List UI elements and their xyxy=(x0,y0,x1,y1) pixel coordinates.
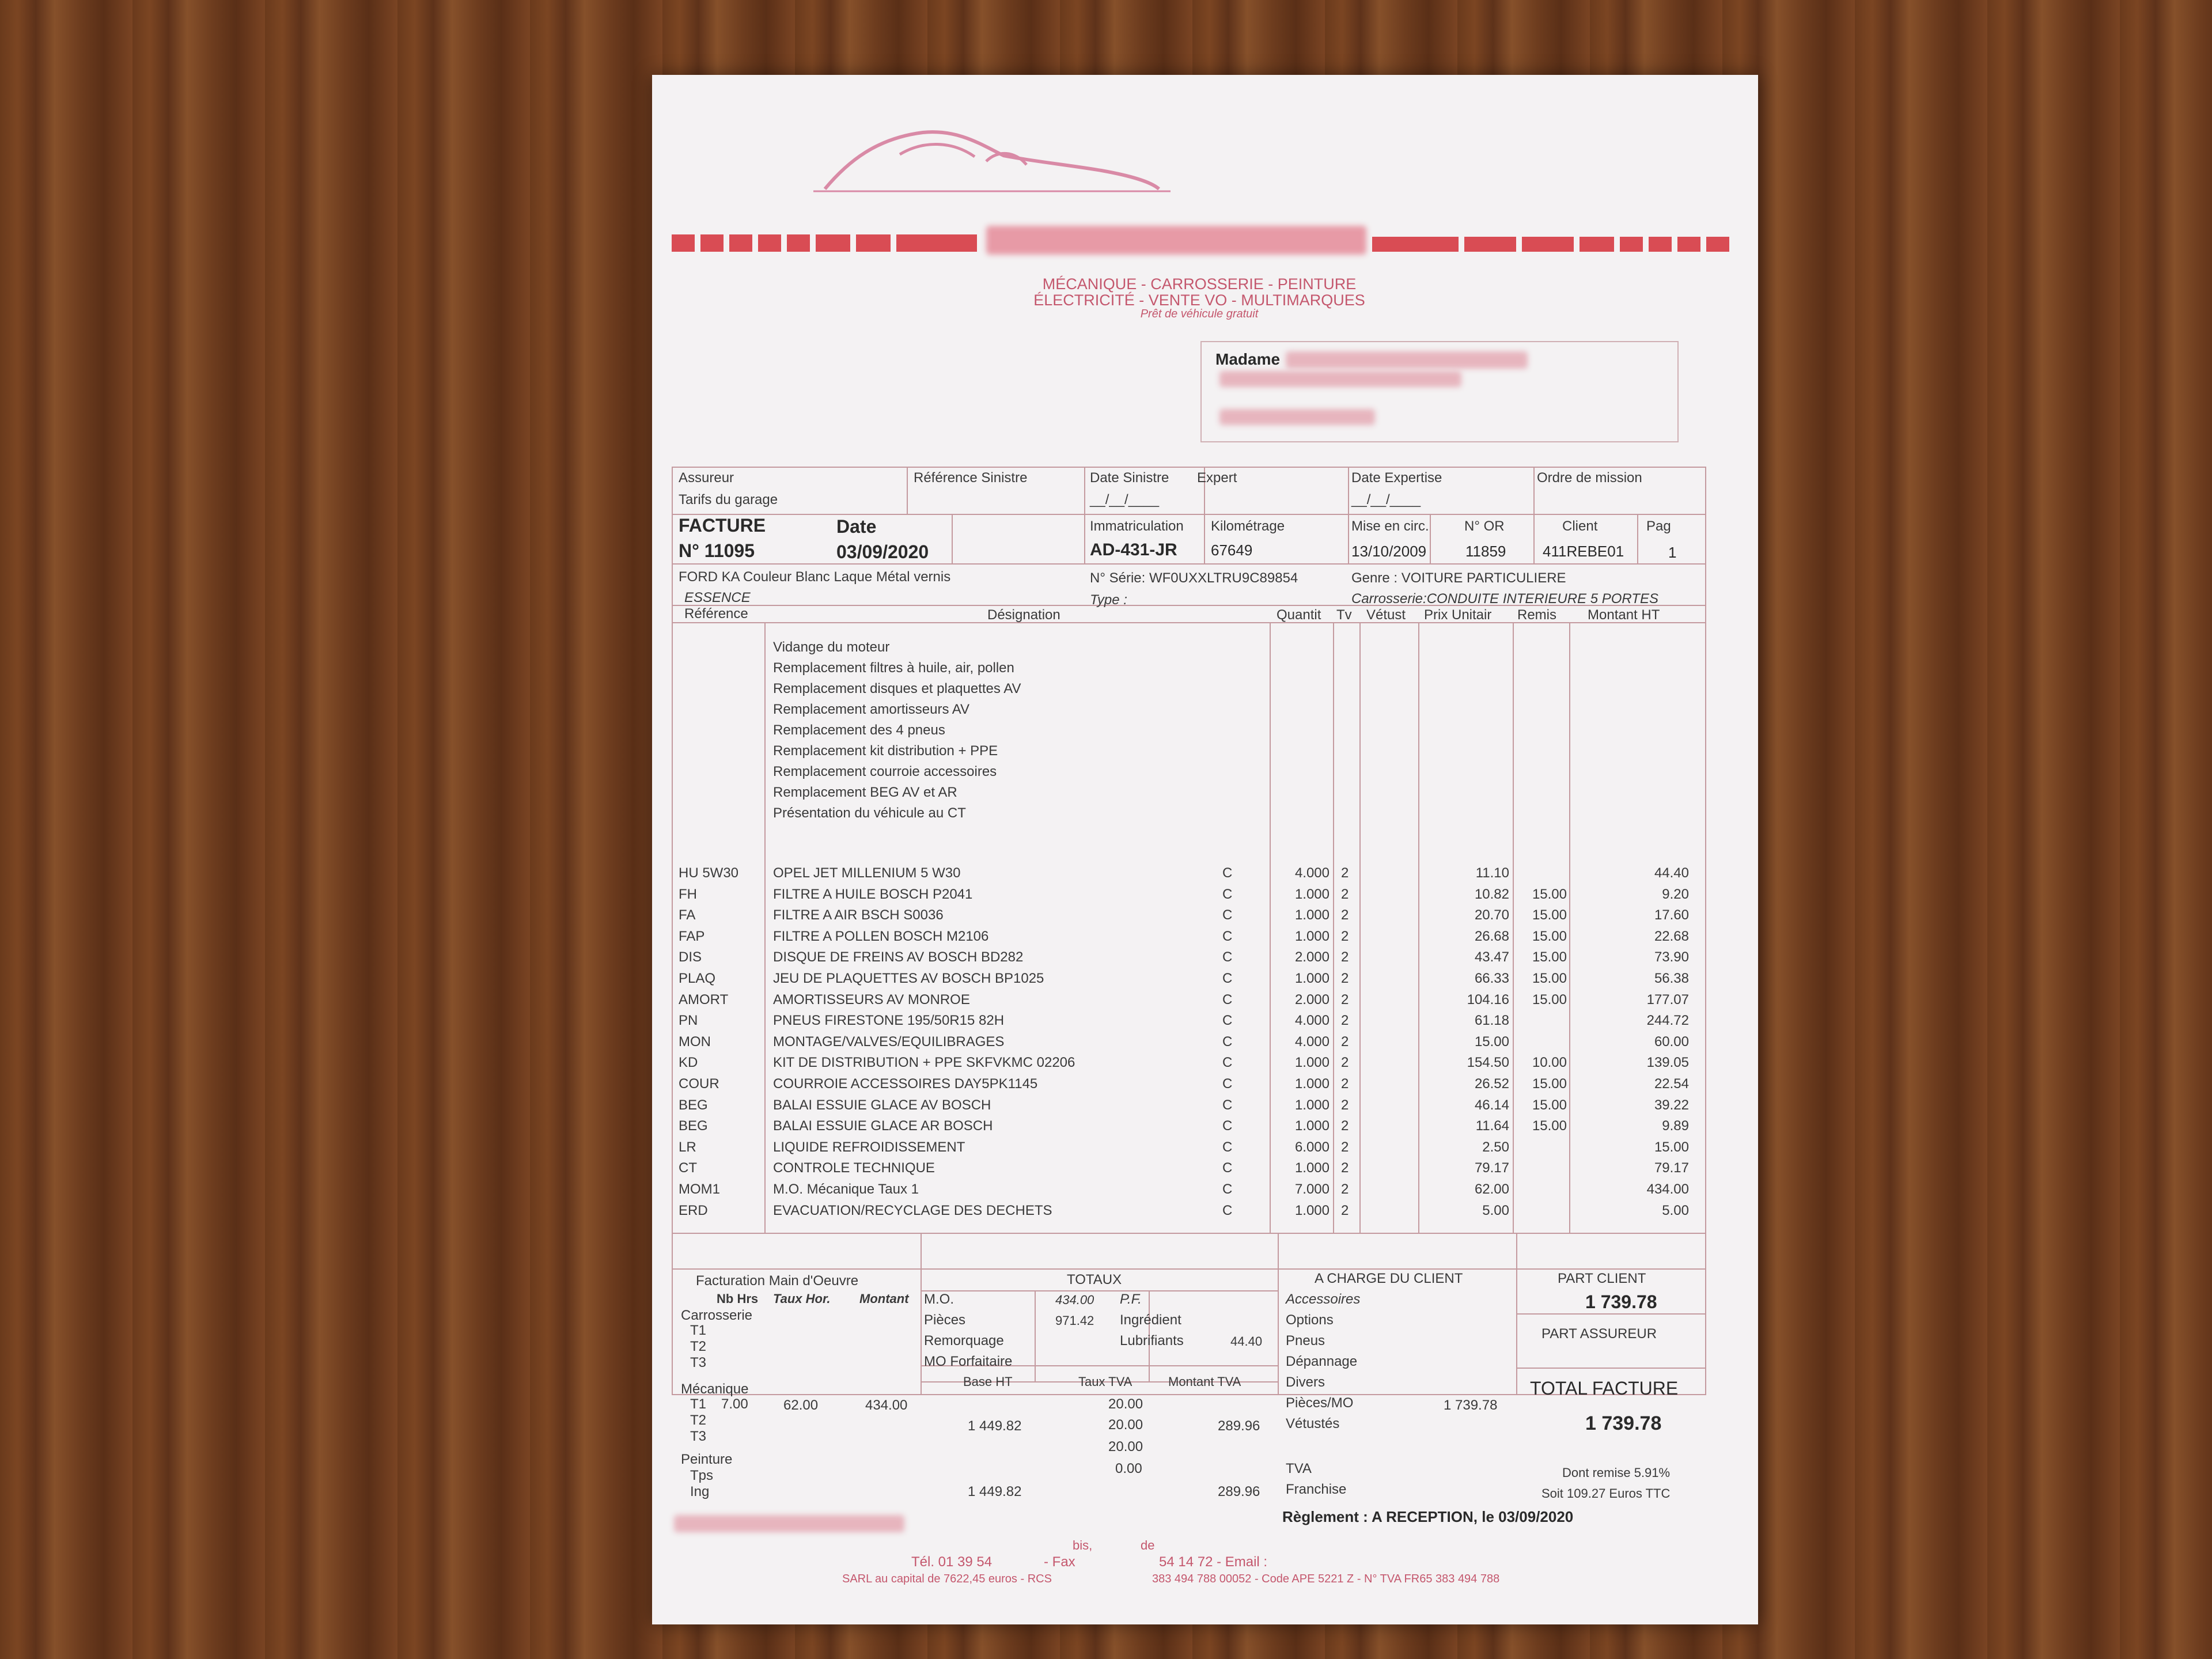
km-value: 67649 xyxy=(1211,541,1253,559)
or-value: 11859 xyxy=(1465,543,1506,560)
footer-bis: bis, xyxy=(1073,1538,1093,1552)
col-tv: Tv xyxy=(1336,607,1352,623)
item-remise: 10.00 xyxy=(1532,1055,1567,1071)
mo-mec-t3: T3 xyxy=(690,1429,707,1444)
client-charge-accessoires: Accessoires xyxy=(1286,1291,1361,1307)
item-tv: 2 xyxy=(1341,1013,1349,1029)
item-tv: 2 xyxy=(1341,1139,1349,1155)
date-sinistre-value: __/__/____ xyxy=(1090,492,1160,507)
item-code: C xyxy=(1222,1013,1233,1029)
item-code: C xyxy=(1222,928,1233,944)
item-montant-ht: 9.20 xyxy=(1662,886,1689,902)
item-remise: 15.00 xyxy=(1532,971,1567,986)
item-ref: DIS xyxy=(679,949,702,965)
item-code: C xyxy=(1222,1202,1233,1218)
client-charge-franchise: Franchise xyxy=(1286,1482,1347,1497)
ref-sinistre-label: Référence Sinistre xyxy=(914,470,1028,486)
date-value: 03/09/2020 xyxy=(836,541,929,562)
item-code: C xyxy=(1222,1139,1233,1155)
item-unit-price: 2.50 xyxy=(1482,1139,1509,1155)
item-code: C xyxy=(1222,1033,1233,1050)
item-tv: 2 xyxy=(1341,1033,1349,1050)
item-code: C xyxy=(1222,1160,1233,1176)
date-expertise-value: __/__/____ xyxy=(1351,492,1421,507)
item-designation: M.O. Mécanique Taux 1 xyxy=(773,1181,919,1197)
work-line: Remplacement disques et plaquettes AV xyxy=(773,681,1021,696)
footer-sarl-2: 383 494 788 00052 - Code APE 5221 Z - N° TVA FR65 383 494 788 xyxy=(1152,1573,1500,1585)
work-line: Remplacement des 4 pneus xyxy=(773,722,945,738)
footer-de: de xyxy=(1141,1538,1155,1552)
item-montant-ht: 60.00 xyxy=(1654,1033,1689,1050)
total-facture-label: TOTAL FACTURE xyxy=(1530,1378,1679,1399)
mise-value: 13/10/2009 xyxy=(1351,543,1427,560)
client-charge-depannage: Dépannage xyxy=(1286,1354,1358,1369)
item-remise: 15.00 xyxy=(1532,886,1567,902)
mo-carr-t2: T2 xyxy=(690,1339,707,1354)
taux-tva-1: 20.00 xyxy=(1108,1396,1143,1412)
client-charge-title: A CHARGE DU CLIENT xyxy=(1315,1271,1463,1286)
item-unit-price: 154.50 xyxy=(1467,1055,1509,1071)
item-montant-ht: 177.07 xyxy=(1646,991,1689,1007)
item-designation: BALAI ESSUIE GLACE AV BOSCH xyxy=(773,1097,991,1113)
base-ht-label: Base HT xyxy=(963,1374,1013,1389)
item-montant-ht: 22.54 xyxy=(1654,1076,1689,1092)
montant-tva-label: Montant TVA xyxy=(1168,1374,1241,1389)
item-quantity: 7.000 xyxy=(1294,1181,1330,1197)
work-line: Remplacement courroie accessoires xyxy=(773,764,997,779)
totaux-title: TOTAUX xyxy=(1067,1272,1122,1287)
item-ref: COUR xyxy=(679,1076,719,1092)
item-tv: 2 xyxy=(1341,1160,1349,1176)
item-code: C xyxy=(1222,1055,1233,1071)
client-charge-divers: Divers xyxy=(1286,1374,1325,1390)
item-code: C xyxy=(1222,886,1233,902)
item-quantity: 1.000 xyxy=(1294,1202,1330,1218)
item-ref: MON xyxy=(679,1033,711,1050)
item-quantity: 2.000 xyxy=(1294,991,1330,1007)
work-line: Présentation du véhicule au CT xyxy=(773,805,966,821)
mo-tps: Tps xyxy=(690,1468,714,1483)
item-ref: BEG xyxy=(679,1097,708,1113)
mo-mec-t1-montant: 434.00 xyxy=(865,1397,908,1413)
invoice-paper xyxy=(652,75,1758,1624)
pag-value: 1 xyxy=(1668,544,1677,561)
item-montant-ht: 244.72 xyxy=(1646,1013,1689,1029)
services-line-3: Prêt de véhicule gratuit xyxy=(1140,308,1259,320)
mise-label: Mise en circ. xyxy=(1351,518,1429,534)
vehicle-description: FORD KA Couleur Blanc Laque Métal vernis xyxy=(679,569,951,585)
remise-info: Dont remise 5.91% xyxy=(1562,1465,1671,1480)
item-designation: FILTRE A AIR BSCH S0036 xyxy=(773,907,944,923)
item-remise: 15.00 xyxy=(1532,1076,1567,1092)
item-quantity: 1.000 xyxy=(1294,1076,1330,1092)
date-expertise-label: Date Expertise xyxy=(1351,470,1442,486)
item-quantity: 1.000 xyxy=(1294,971,1330,986)
item-unit-price: 15.00 xyxy=(1474,1033,1509,1050)
col-remise: Remis xyxy=(1517,607,1557,623)
item-tv: 2 xyxy=(1341,949,1349,965)
item-code: C xyxy=(1222,1076,1233,1092)
mo-montant: Montant xyxy=(859,1291,909,1306)
col-prix-unitaire: Prix Unitair xyxy=(1424,607,1492,623)
item-remise: 15.00 xyxy=(1532,991,1567,1007)
item-designation: CONTROLE TECHNIQUE xyxy=(773,1160,935,1176)
item-quantity: 1.000 xyxy=(1294,1160,1330,1176)
or-label: N° OR xyxy=(1464,518,1505,534)
mo-carr-t1: T1 xyxy=(690,1323,707,1338)
item-code: C xyxy=(1222,865,1233,881)
totaux-mo-value: 434.00 xyxy=(1055,1293,1094,1307)
type-label: Type : xyxy=(1090,592,1127,608)
genre-value: Genre : VOITURE PARTICULIERE xyxy=(1351,570,1566,586)
footer-sarl: SARL au capital de 7622,45 euros - RCS xyxy=(842,1573,1052,1585)
work-line: Vidange du moteur xyxy=(773,639,890,655)
totaux-ingredient-label: Ingrédient xyxy=(1120,1312,1181,1328)
item-code: C xyxy=(1222,1118,1233,1134)
carrosserie-value: Carrosserie:CONDUITE INTERIEURE 5 PORTES xyxy=(1351,591,1658,607)
item-quantity: 4.000 xyxy=(1294,1033,1330,1050)
item-quantity: 6.000 xyxy=(1294,1139,1330,1155)
item-montant-ht: 79.17 xyxy=(1654,1160,1689,1176)
item-tv: 2 xyxy=(1341,1055,1349,1071)
item-quantity: 1.000 xyxy=(1294,1055,1330,1071)
montant-tva-total: 289.96 xyxy=(1218,1484,1260,1499)
client-charge-tva: TVA xyxy=(1286,1461,1312,1476)
item-ref: KD xyxy=(679,1055,698,1071)
mo-mec-t1-taux: 62.00 xyxy=(783,1397,819,1413)
item-designation: BALAI ESSUIE GLACE AR BOSCH xyxy=(773,1118,993,1134)
item-unit-price: 66.33 xyxy=(1474,971,1509,986)
item-montant-ht: 17.60 xyxy=(1654,907,1689,923)
item-designation: DISQUE DE FREINS AV BOSCH BD282 xyxy=(773,949,1024,965)
item-montant-ht: 39.22 xyxy=(1654,1097,1689,1113)
item-unit-price: 43.47 xyxy=(1474,949,1509,965)
item-tv: 2 xyxy=(1341,1181,1349,1197)
tarifs-label: Tarifs du garage xyxy=(679,492,778,507)
item-quantity: 2.000 xyxy=(1294,949,1330,965)
mo-mecanique: Mécanique xyxy=(681,1381,749,1397)
item-ref: ERD xyxy=(679,1202,708,1218)
item-montant-ht: 73.90 xyxy=(1654,949,1689,965)
totaux-lubrifiants-label: Lubrifiants xyxy=(1120,1333,1184,1349)
services-line-1: MÉCANIQUE - CARROSSERIE - PEINTURE xyxy=(1042,275,1357,293)
item-unit-price: 79.17 xyxy=(1474,1160,1509,1176)
item-tv: 2 xyxy=(1341,1076,1349,1092)
part-client-value: 1 739.78 xyxy=(1585,1291,1657,1312)
item-designation: PNEUS FIRESTONE 195/50R15 82H xyxy=(773,1013,1005,1029)
totaux-mo-label: M.O. xyxy=(924,1291,954,1307)
base-ht-total: 1 449.82 xyxy=(968,1484,1022,1499)
client-label: Client xyxy=(1562,518,1598,534)
pag-label: Pag xyxy=(1646,518,1671,534)
item-ref: FA xyxy=(679,907,696,923)
montant-tva-value: 289.96 xyxy=(1218,1418,1260,1434)
item-quantity: 4.000 xyxy=(1294,865,1330,881)
soit-ttc: Soit 109.27 Euros TTC xyxy=(1541,1486,1671,1501)
work-line: Remplacement BEG AV et AR xyxy=(773,785,957,800)
client-charge-pneus: Pneus xyxy=(1286,1333,1325,1349)
footer-tel: Tél. 01 39 54 xyxy=(911,1554,993,1570)
date-sinistre-label: Date Sinistre xyxy=(1090,470,1169,486)
mo-mec-t1-hrs: 7.00 xyxy=(721,1396,748,1412)
item-quantity: 1.000 xyxy=(1294,886,1330,902)
client-charge-vetustes: Vétustés xyxy=(1286,1416,1340,1431)
col-quantite: Quantit xyxy=(1277,607,1321,623)
item-code: C xyxy=(1222,991,1233,1007)
item-montant-ht: 434.00 xyxy=(1646,1181,1689,1197)
base-ht-value: 1 449.82 xyxy=(968,1418,1022,1434)
services-line-2: ÉLECTRICITÉ - VENTE VO - MULTIMARQUES xyxy=(1033,291,1365,309)
item-montant-ht: 15.00 xyxy=(1654,1139,1689,1155)
item-quantity: 4.000 xyxy=(1294,1013,1330,1029)
item-montant-ht: 9.89 xyxy=(1662,1118,1689,1134)
item-tv: 2 xyxy=(1341,928,1349,944)
item-remise: 15.00 xyxy=(1532,907,1567,923)
item-designation: MONTAGE/VALVES/EQUILIBRAGES xyxy=(773,1033,1005,1050)
item-ref: CT xyxy=(679,1160,697,1176)
item-ref: HU 5W30 xyxy=(679,865,739,881)
mo-ing: Ing xyxy=(690,1484,710,1499)
client-value: 411REBE01 xyxy=(1543,543,1624,560)
item-tv: 2 xyxy=(1341,1118,1349,1134)
item-designation: LIQUIDE REFROIDISSEMENT xyxy=(773,1139,965,1155)
work-line: Remplacement kit distribution + PPE xyxy=(773,743,998,759)
client-charge-pieces-mo: Pièces/MO xyxy=(1286,1395,1354,1411)
item-code: C xyxy=(1222,1097,1233,1113)
date-label: Date xyxy=(836,516,877,537)
mo-peinture: Peinture xyxy=(681,1452,733,1467)
item-unit-price: 5.00 xyxy=(1482,1202,1509,1218)
reglement: Règlement : A RECEPTION, le 03/09/2020 xyxy=(1282,1508,1574,1525)
col-reference: Référence xyxy=(684,606,748,622)
item-tv: 2 xyxy=(1341,1202,1349,1218)
item-designation: EVACUATION/RECYCLAGE DES DECHETS xyxy=(773,1202,1052,1218)
km-label: Kilométrage xyxy=(1211,518,1285,534)
car-logo-icon xyxy=(813,121,1171,196)
item-designation: AMORTISSEURS AV MONROE xyxy=(773,991,970,1007)
totaux-pf-label: P.F. xyxy=(1120,1291,1142,1307)
item-ref: LR xyxy=(679,1139,696,1155)
item-tv: 2 xyxy=(1341,991,1349,1007)
totaux-pieces-value: 971.42 xyxy=(1055,1313,1094,1328)
immat-value: AD-431-JR xyxy=(1090,540,1177,559)
facture-number: N° 11095 xyxy=(679,540,755,561)
item-ref: PLAQ xyxy=(679,971,716,986)
col-vetust: Vétust xyxy=(1366,607,1406,623)
mo-taux-hor: Taux Hor. xyxy=(773,1291,831,1306)
expert-label: Expert xyxy=(1197,470,1237,486)
immat-label: Immatriculation xyxy=(1090,518,1184,534)
item-remise: 15.00 xyxy=(1532,949,1567,965)
item-code: C xyxy=(1222,1181,1233,1197)
work-line: Remplacement amortisseurs AV xyxy=(773,702,970,717)
item-remise: 15.00 xyxy=(1532,1097,1567,1113)
item-unit-price: 26.52 xyxy=(1474,1076,1509,1092)
taux-tva-3: 20.00 xyxy=(1108,1439,1143,1455)
client-charge-pieces-mo-value: 1 739.78 xyxy=(1444,1397,1498,1413)
totaux-mo-forfait-label: MO Forfaitaire xyxy=(924,1354,1013,1369)
item-tv: 2 xyxy=(1341,971,1349,986)
work-line: Remplacement filtres à huile, air, pollen xyxy=(773,660,1014,676)
item-unit-price: 20.70 xyxy=(1474,907,1509,923)
mo-nb-hrs: Nb Hrs xyxy=(717,1291,759,1306)
totaux-lubrifiants-value: 44.40 xyxy=(1230,1334,1263,1349)
ordre-mission-label: Ordre de mission xyxy=(1537,470,1642,486)
serie-number: N° Série: WF0UXXLTRU9C89854 xyxy=(1090,570,1298,586)
fuel-type: ESSENCE xyxy=(684,590,751,605)
item-montant-ht: 56.38 xyxy=(1654,971,1689,986)
item-remise: 15.00 xyxy=(1532,1118,1567,1134)
item-unit-price: 62.00 xyxy=(1474,1181,1509,1197)
item-tv: 2 xyxy=(1341,1097,1349,1113)
taux-tva-2: 20.00 xyxy=(1108,1417,1143,1433)
item-tv: 2 xyxy=(1341,865,1349,881)
item-ref: MOM1 xyxy=(679,1181,720,1197)
part-client-label: PART CLIENT xyxy=(1558,1271,1646,1286)
item-ref: PN xyxy=(679,1013,698,1029)
item-ref: BEG xyxy=(679,1118,708,1134)
item-montant-ht: 44.40 xyxy=(1654,865,1689,881)
assureur-label: Assureur xyxy=(679,470,734,486)
mo-title: Facturation Main d'Oeuvre xyxy=(696,1273,859,1289)
footer-fax-num: 54 14 72 - Email : xyxy=(1159,1554,1268,1570)
item-unit-price: 46.14 xyxy=(1474,1097,1509,1113)
item-quantity: 1.000 xyxy=(1294,928,1330,944)
item-quantity: 1.000 xyxy=(1294,907,1330,923)
taux-tva-4: 0.00 xyxy=(1115,1461,1142,1476)
totaux-pieces-label: Pièces xyxy=(924,1312,966,1328)
col-montant-ht: Montant HT xyxy=(1588,607,1660,623)
footer-fax: - Fax xyxy=(1044,1554,1075,1570)
client-charge-options: Options xyxy=(1286,1312,1334,1328)
item-code: C xyxy=(1222,907,1233,923)
item-unit-price: 104.16 xyxy=(1467,991,1509,1007)
item-unit-price: 11.10 xyxy=(1475,865,1509,881)
item-remise: 15.00 xyxy=(1532,928,1567,944)
item-montant-ht: 139.05 xyxy=(1646,1055,1689,1071)
mo-carr-t3: T3 xyxy=(690,1355,707,1370)
mo-mec-t2: T2 xyxy=(690,1412,707,1428)
item-quantity: 1.000 xyxy=(1294,1097,1330,1113)
col-designation: Désignation xyxy=(987,607,1060,623)
item-montant-ht: 5.00 xyxy=(1662,1202,1689,1218)
facture-label: FACTURE xyxy=(679,515,766,536)
item-tv: 2 xyxy=(1341,907,1349,923)
total-facture-value: 1 739.78 xyxy=(1585,1412,1662,1434)
item-ref: AMORT xyxy=(679,991,729,1007)
recipient-title: Madame xyxy=(1215,350,1281,368)
item-unit-price: 61.18 xyxy=(1474,1013,1509,1029)
mo-mec-t1: T1 xyxy=(690,1396,707,1412)
item-designation: JEU DE PLAQUETTES AV BOSCH BP1025 xyxy=(773,971,1044,986)
item-unit-price: 10.82 xyxy=(1474,886,1509,902)
part-assureur-label: PART ASSUREUR xyxy=(1541,1326,1657,1342)
item-designation: OPEL JET MILLENIUM 5 W30 xyxy=(773,865,961,881)
mo-carrosserie: Carrosserie xyxy=(681,1308,753,1323)
totaux-remorquage-label: Remorquage xyxy=(924,1333,1004,1349)
item-designation: COURROIE ACCESSOIRES DAY5PK1145 xyxy=(773,1076,1038,1092)
item-unit-price: 11.64 xyxy=(1475,1118,1509,1134)
item-designation: KIT DE DISTRIBUTION + PPE SKFVKMC 02206 xyxy=(773,1055,1075,1071)
item-ref: FAP xyxy=(679,928,705,944)
item-ref: FH xyxy=(679,886,697,902)
item-tv: 2 xyxy=(1341,886,1349,902)
item-code: C xyxy=(1222,949,1233,965)
item-quantity: 1.000 xyxy=(1294,1118,1330,1134)
item-montant-ht: 22.68 xyxy=(1654,928,1689,944)
item-designation: FILTRE A HUILE BOSCH P2041 xyxy=(773,886,973,902)
item-designation: FILTRE A POLLEN BOSCH M2106 xyxy=(773,928,989,944)
item-unit-price: 26.68 xyxy=(1474,928,1509,944)
item-code: C xyxy=(1222,971,1233,986)
taux-tva-label: Taux TVA xyxy=(1078,1374,1132,1389)
